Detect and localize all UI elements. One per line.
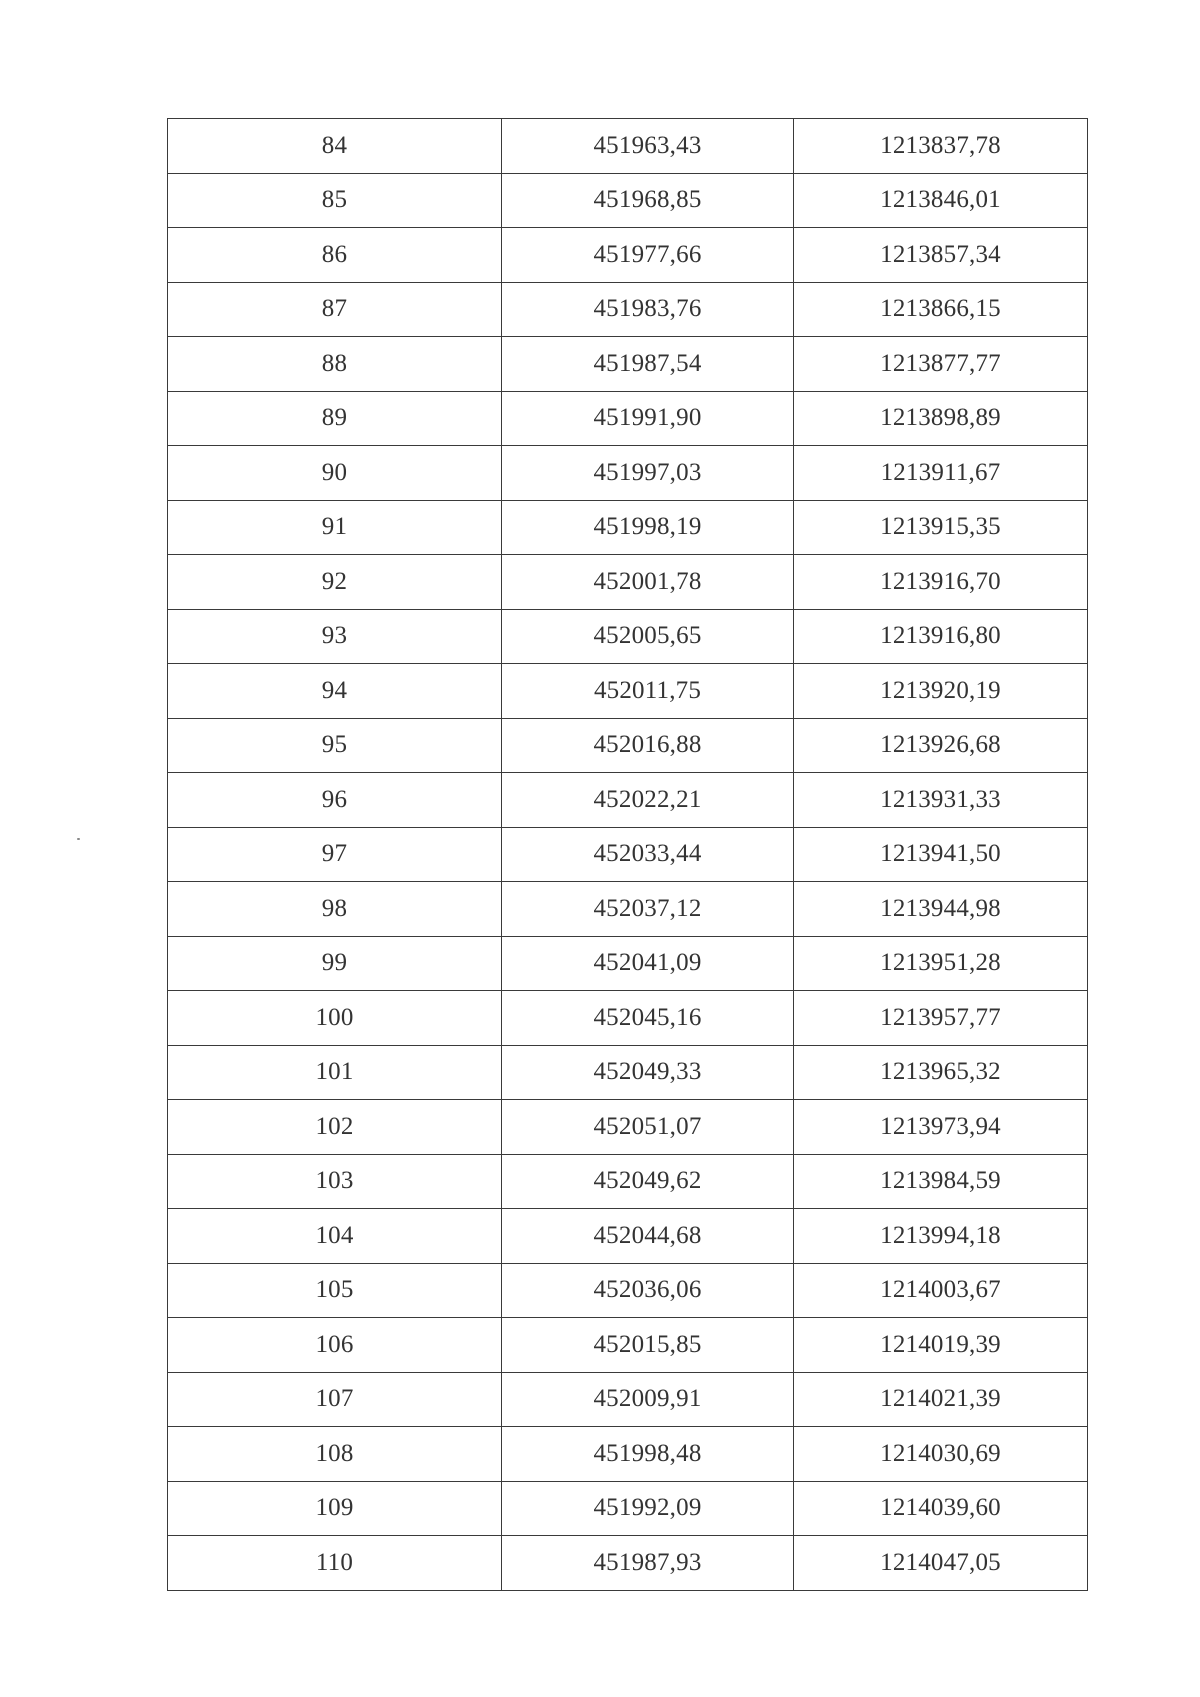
x-coordinate-cell: 452051,07 xyxy=(502,1100,794,1155)
table-row xyxy=(168,1427,1088,1482)
y-coordinate-cell: 1213931,33 xyxy=(794,773,1088,828)
point-number-cell: 85 xyxy=(168,173,502,228)
x-coordinate-cell: 452049,33 xyxy=(502,1045,794,1100)
y-coordinate-cell: 1214019,39 xyxy=(794,1318,1088,1373)
point-number-cell: 95 xyxy=(168,718,502,773)
x-coordinate-cell: 452016,88 xyxy=(502,718,794,773)
table-row xyxy=(168,773,1088,828)
point-number-cell: 88 xyxy=(168,337,502,392)
table-row xyxy=(168,1318,1088,1373)
point-number-cell: 99 xyxy=(168,936,502,991)
x-coordinate-cell: 452022,21 xyxy=(502,773,794,828)
table-row xyxy=(168,228,1088,283)
table-row xyxy=(168,936,1088,991)
x-coordinate-cell: 452037,12 xyxy=(502,882,794,937)
y-coordinate-cell: 1213846,01 xyxy=(794,173,1088,228)
y-coordinate-cell: 1213911,67 xyxy=(794,446,1088,501)
table-row xyxy=(168,555,1088,610)
point-number-cell: 84 xyxy=(168,119,502,174)
table-row xyxy=(168,718,1088,773)
point-number-cell: 97 xyxy=(168,827,502,882)
y-coordinate-cell: 1213957,77 xyxy=(794,991,1088,1046)
point-number-cell: 109 xyxy=(168,1481,502,1536)
table-row xyxy=(168,1154,1088,1209)
point-number-cell: 100 xyxy=(168,991,502,1046)
y-coordinate-cell: 1213857,34 xyxy=(794,228,1088,283)
table-row xyxy=(168,1263,1088,1318)
point-number-cell: 101 xyxy=(168,1045,502,1100)
y-coordinate-cell: 1214003,67 xyxy=(794,1263,1088,1318)
point-number-cell: 105 xyxy=(168,1263,502,1318)
table-row xyxy=(168,1045,1088,1100)
x-coordinate-cell: 452036,06 xyxy=(502,1263,794,1318)
table-row xyxy=(168,446,1088,501)
y-coordinate-cell: 1213877,77 xyxy=(794,337,1088,392)
table-row xyxy=(168,173,1088,228)
y-coordinate-cell: 1213837,78 xyxy=(794,119,1088,174)
y-coordinate-cell: 1214047,05 xyxy=(794,1536,1088,1591)
x-coordinate-cell: 452033,44 xyxy=(502,827,794,882)
x-coordinate-cell: 451998,19 xyxy=(502,500,794,555)
y-coordinate-cell: 1213965,32 xyxy=(794,1045,1088,1100)
table-row xyxy=(168,991,1088,1046)
y-coordinate-cell: 1213994,18 xyxy=(794,1209,1088,1264)
point-number-cell: 107 xyxy=(168,1372,502,1427)
x-coordinate-cell: 451983,76 xyxy=(502,282,794,337)
y-coordinate-cell: 1214039,60 xyxy=(794,1481,1088,1536)
y-coordinate-cell: 1213926,68 xyxy=(794,718,1088,773)
coordinates-table xyxy=(167,118,1088,1591)
y-coordinate-cell: 1213915,35 xyxy=(794,500,1088,555)
y-coordinate-cell: 1213984,59 xyxy=(794,1154,1088,1209)
point-number-cell: 106 xyxy=(168,1318,502,1373)
point-number-cell: 93 xyxy=(168,609,502,664)
x-coordinate-cell: 452011,75 xyxy=(502,664,794,719)
table-row xyxy=(168,1372,1088,1427)
point-number-cell: 91 xyxy=(168,500,502,555)
table-row xyxy=(168,1481,1088,1536)
coordinates-table-body xyxy=(168,119,1088,1591)
y-coordinate-cell: 1214030,69 xyxy=(794,1427,1088,1482)
x-coordinate-cell: 451968,85 xyxy=(502,173,794,228)
y-coordinate-cell: 1213944,98 xyxy=(794,882,1088,937)
scan-speck xyxy=(77,838,80,840)
point-number-cell: 92 xyxy=(168,555,502,610)
point-number-cell: 87 xyxy=(168,282,502,337)
y-coordinate-cell: 1213920,19 xyxy=(794,664,1088,719)
point-number-cell: 103 xyxy=(168,1154,502,1209)
table-row xyxy=(168,391,1088,446)
point-number-cell: 110 xyxy=(168,1536,502,1591)
table-row xyxy=(168,609,1088,664)
table-row xyxy=(168,827,1088,882)
y-coordinate-cell: 1213973,94 xyxy=(794,1100,1088,1155)
x-coordinate-cell: 452001,78 xyxy=(502,555,794,610)
table-row xyxy=(168,282,1088,337)
x-coordinate-cell: 451997,03 xyxy=(502,446,794,501)
table-row xyxy=(168,1536,1088,1591)
table-row xyxy=(168,119,1088,174)
x-coordinate-cell: 452049,62 xyxy=(502,1154,794,1209)
x-coordinate-cell: 451998,48 xyxy=(502,1427,794,1482)
point-number-cell: 90 xyxy=(168,446,502,501)
x-coordinate-cell: 451987,54 xyxy=(502,337,794,392)
x-coordinate-cell: 452045,16 xyxy=(502,991,794,1046)
x-coordinate-cell: 451977,66 xyxy=(502,228,794,283)
table-row xyxy=(168,664,1088,719)
point-number-cell: 94 xyxy=(168,664,502,719)
y-coordinate-cell: 1213866,15 xyxy=(794,282,1088,337)
x-coordinate-cell: 452015,85 xyxy=(502,1318,794,1373)
table-row xyxy=(168,1100,1088,1155)
table-row xyxy=(168,1209,1088,1264)
point-number-cell: 96 xyxy=(168,773,502,828)
x-coordinate-cell: 452009,91 xyxy=(502,1372,794,1427)
y-coordinate-cell: 1214021,39 xyxy=(794,1372,1088,1427)
point-number-cell: 89 xyxy=(168,391,502,446)
point-number-cell: 104 xyxy=(168,1209,502,1264)
x-coordinate-cell: 451987,93 xyxy=(502,1536,794,1591)
table-row xyxy=(168,500,1088,555)
x-coordinate-cell: 451992,09 xyxy=(502,1481,794,1536)
x-coordinate-cell: 452041,09 xyxy=(502,936,794,991)
y-coordinate-cell: 1213951,28 xyxy=(794,936,1088,991)
point-number-cell: 108 xyxy=(168,1427,502,1482)
y-coordinate-cell: 1213941,50 xyxy=(794,827,1088,882)
y-coordinate-cell: 1213916,80 xyxy=(794,609,1088,664)
x-coordinate-cell: 452005,65 xyxy=(502,609,794,664)
x-coordinate-cell: 452044,68 xyxy=(502,1209,794,1264)
x-coordinate-cell: 451963,43 xyxy=(502,119,794,174)
point-number-cell: 98 xyxy=(168,882,502,937)
table-row xyxy=(168,337,1088,392)
table-row xyxy=(168,882,1088,937)
y-coordinate-cell: 1213898,89 xyxy=(794,391,1088,446)
point-number-cell: 86 xyxy=(168,228,502,283)
y-coordinate-cell: 1213916,70 xyxy=(794,555,1088,610)
x-coordinate-cell: 451991,90 xyxy=(502,391,794,446)
point-number-cell: 102 xyxy=(168,1100,502,1155)
